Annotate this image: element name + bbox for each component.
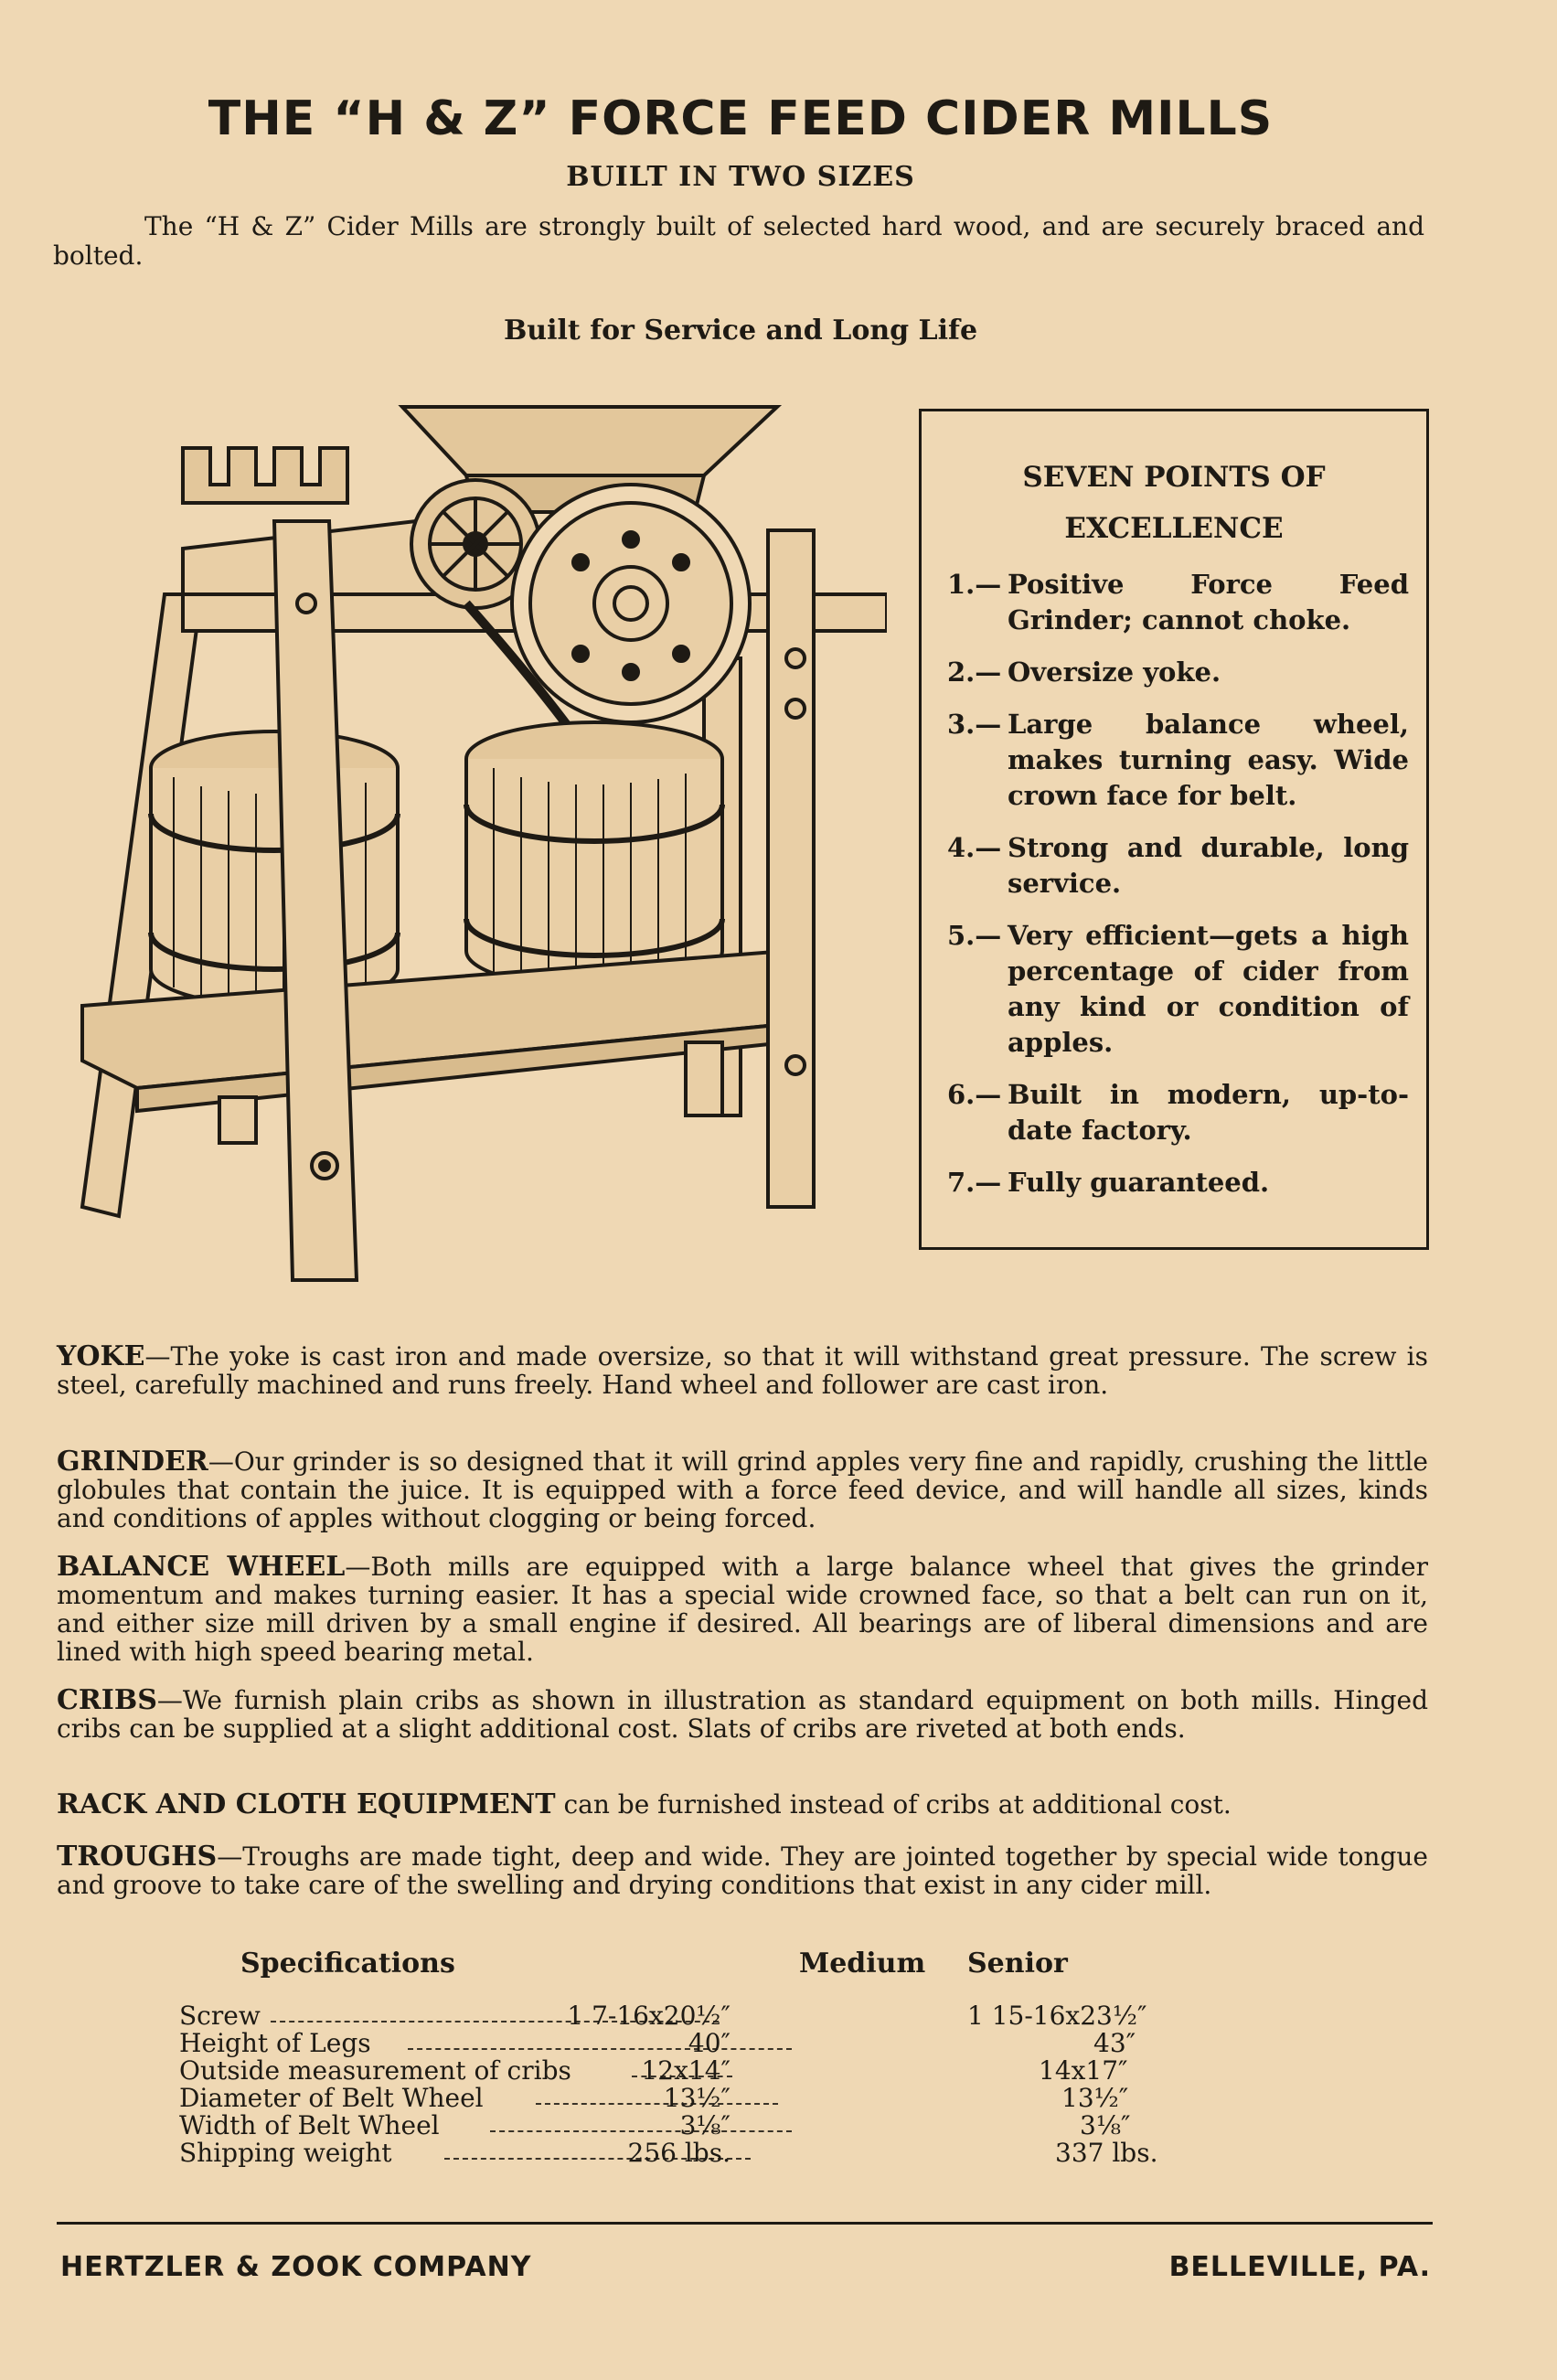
spec-medium: 1 7-16x20½″ — [567, 2001, 731, 2031]
page-title: THE “H & Z” FORCE FEED CIDER MILLS — [208, 91, 1274, 146]
page-subtitle: BUILT IN TWO SIZES — [566, 161, 915, 193]
spec-label: Shipping weight — [179, 2138, 392, 2168]
spec-medium: 12x14″ — [641, 2055, 731, 2086]
spec-row — [179, 2057, 1185, 2085]
point-number: 5.— — [947, 920, 1002, 951]
footer-location: BELLEVILLE, PA. — [1168, 2251, 1431, 2283]
footer-divider — [57, 2222, 1433, 2225]
spec-row — [179, 2085, 1185, 2112]
points-list — [947, 567, 1409, 1217]
point-item — [947, 567, 1409, 638]
point-text: Large balance wheel, makes turning easy. Wide crown face for belt. — [1008, 709, 1409, 811]
section-lead: RACK AND CLOTH EQUIPMENT — [57, 1788, 556, 1820]
specs-col-medium: Medium — [799, 1948, 926, 1980]
point-text: Fully guaranteed. — [1008, 1167, 1270, 1198]
leader-dots — [490, 2130, 792, 2132]
spec-senior: 14x17″ — [1039, 2055, 1128, 2086]
tagline: Built for Service and Long Life — [503, 315, 978, 347]
spec-label: Screw — [179, 2001, 261, 2031]
spec-row — [179, 2140, 1185, 2167]
specs-col-senior: Senior — [967, 1948, 1068, 1980]
point-text: Positive Force Feed Grinder; cannot choke. — [1008, 569, 1409, 635]
section-text: —Our grinder is so designed that it will grind apples very fine and rapidly, crushing the little globules that contain the juice. It is equipped with a force feed device, and will handle all sizes, kinds and conditions of apples without clogging or being forced. — [57, 1446, 1428, 1533]
spec-label: Height of Legs — [179, 2028, 371, 2058]
section-grinder — [57, 1447, 1428, 1532]
spec-medium: 40″ — [688, 2028, 731, 2058]
section-yoke — [57, 1342, 1428, 1399]
point-number: 2.— — [947, 656, 1002, 688]
footer-company: HERTZLER & ZOOK COMPANY — [60, 2251, 532, 2283]
spec-senior: 337 lbs. — [1055, 2138, 1158, 2168]
box-title-line2: EXCELLENCE — [1064, 512, 1284, 545]
leader-dots — [408, 2048, 792, 2050]
section-text: can be furnished instead of cribs at additional cost. — [555, 1789, 1232, 1820]
spec-label: Outside measurement of cribs — [179, 2055, 571, 2086]
spec-senior: 13½″ — [1061, 2083, 1129, 2113]
section-lead: BALANCE WHEEL — [57, 1551, 346, 1583]
intro-paragraph: The “H & Z” Cider Mills are strongly built of selected hard wood, and are securely braced and bolted. — [53, 211, 1424, 271]
point-number: 7.— — [947, 1167, 1002, 1198]
box-title — [922, 452, 1426, 554]
point-text: Oversize yoke. — [1008, 656, 1221, 688]
point-item — [947, 1077, 1409, 1148]
point-item — [947, 830, 1409, 902]
section-troughs — [57, 1842, 1428, 1899]
section-lead: YOKE — [57, 1340, 145, 1372]
seven-points-box — [919, 409, 1429, 1250]
spec-medium: 256 lbs. — [627, 2138, 731, 2168]
box-title-line1: SEVEN POINTS OF — [1022, 461, 1326, 494]
point-text: Strong and durable, long service. — [1008, 832, 1409, 899]
spec-row — [179, 2112, 1185, 2140]
section-rack-cloth — [57, 1790, 1428, 1819]
point-item — [947, 918, 1409, 1061]
point-text: Very efficient—gets a high percentage of cider from any kind or condition of apples. — [1008, 920, 1409, 1058]
point-number: 6.— — [947, 1079, 1002, 1110]
point-item — [947, 707, 1409, 814]
section-lead: TROUGHS — [57, 1841, 218, 1873]
spec-senior: 1 15-16x23½″ — [967, 2001, 1147, 2031]
section-text: —The yoke is cast iron and made oversize, so that it will withstand great pressure. The screw is steel, carefully machined and runs freely. Hand wheel and follower are cast iron. — [57, 1341, 1428, 1400]
spec-label: Width of Belt Wheel — [179, 2110, 440, 2140]
section-text: —Both mills are equipped with a large balance wheel that gives the grinder momentum and makes turning easier. It has a special wide crowned face, so that a belt can run on it, and either size mill driven by a small engine if desired. All bearings are of liberal dimensions and are lined with high speed bearing metal. — [57, 1552, 1428, 1667]
spec-row — [179, 2030, 1185, 2057]
section-lead: GRINDER — [57, 1446, 208, 1478]
section-balance-wheel — [57, 1553, 1428, 1666]
cider-mill-illustration — [64, 384, 887, 1289]
section-text: —We furnish plain cribs as shown in illustration as standard equipment on both mills. Hinged cribs can be supplied at a slight additional cost. Slats of cribs are riveted at both ends. — [57, 1685, 1428, 1744]
spec-senior: 3⅛″ — [1080, 2110, 1131, 2140]
specs-heading: Specifications — [240, 1948, 455, 1980]
spec-medium: 3⅛″ — [679, 2110, 731, 2140]
section-text: —Troughs are made tight, deep and wide. They are jointed together by special wide tongue and groove to take care of the swelling and drying conditions that exist in any cider mill. — [57, 1841, 1428, 1900]
spec-medium: 13½″ — [663, 2083, 731, 2113]
point-item — [947, 1165, 1409, 1201]
point-text: Built in modern, up-to-date factory. — [1008, 1079, 1409, 1146]
section-lead: CRIBS — [57, 1684, 157, 1716]
section-cribs — [57, 1686, 1428, 1743]
point-item — [947, 655, 1409, 690]
spec-senior: 43″ — [1093, 2028, 1136, 2058]
spec-label: Diameter of Belt Wheel — [179, 2083, 484, 2113]
point-number: 3.— — [947, 709, 1002, 740]
spec-row — [179, 2002, 1185, 2030]
point-number: 4.— — [947, 832, 1002, 863]
leader-dots — [536, 2103, 778, 2105]
point-number: 1.— — [947, 569, 1002, 600]
